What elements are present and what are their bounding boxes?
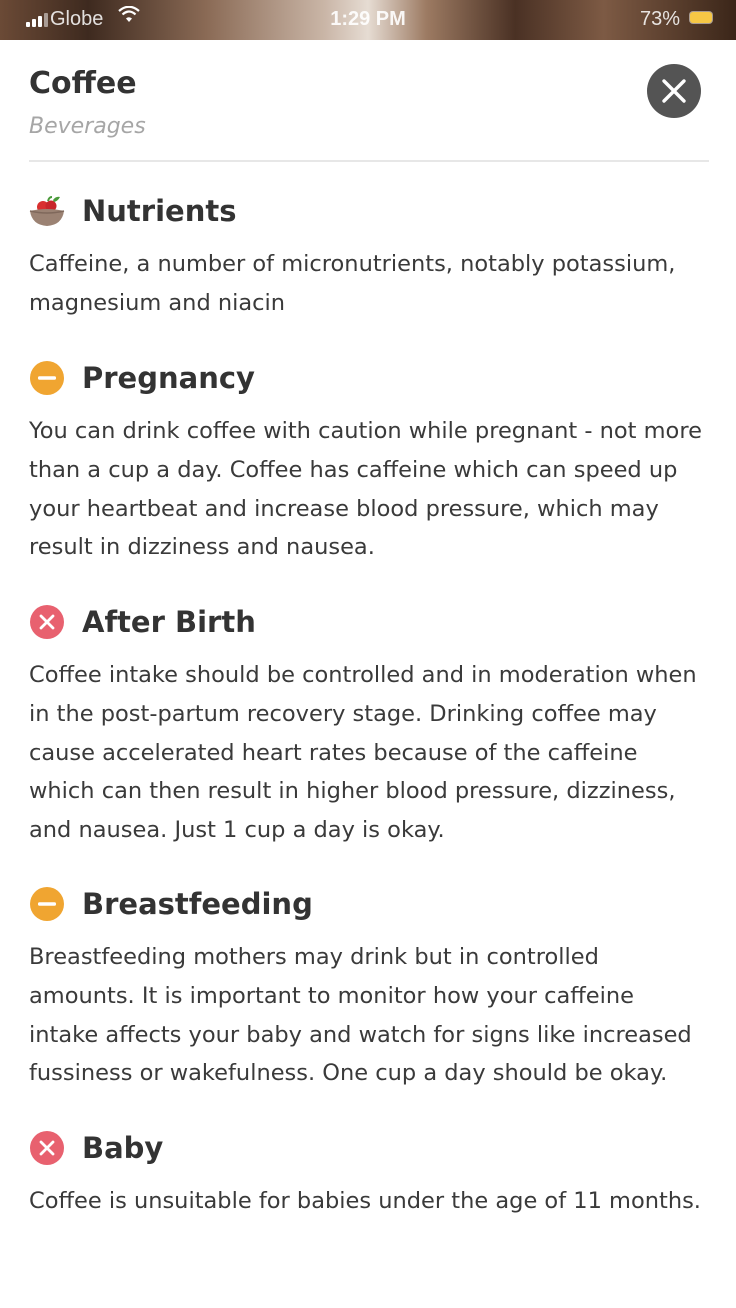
section-body: Breastfeeding mothers may drink but in controlled amounts. It is important to monitor how your caffeine intake affects your baby and watch for signs like increased fussiness or wakefulness. One cup a day should be okay. — [29, 944, 692, 1087]
section-nutrients — [29, 191, 709, 323]
category-subtitle: Beverages — [29, 114, 146, 139]
section-title: Baby — [82, 1131, 164, 1165]
carrier-name: Globe — [50, 8, 104, 30]
caution-minus-icon — [29, 360, 65, 396]
section-body: Caffeine, a number of micronutrients, notably potassium, magnesium and niacin — [29, 251, 676, 316]
section-breastfeeding — [29, 884, 709, 1093]
caution-minus-icon — [29, 886, 65, 922]
battery-percent: 73% — [639, 8, 680, 30]
section-title: Pregnancy — [82, 361, 255, 395]
section-title: Nutrients — [82, 194, 237, 228]
section-body: Coffee is unsuitable for babies under the age of 11 months. — [29, 1188, 701, 1214]
food-bowl-icon — [29, 193, 65, 229]
not-allowed-x-icon — [29, 604, 65, 640]
section-title: Breastfeeding — [82, 887, 313, 921]
detail-header — [29, 62, 709, 162]
section-body: You can drink coffee with caution while pregnant - not more than a cup a day. Coffee has caffeine which can speed up your heartbeat and increase blood pressure, which may result in dizziness and nausea. — [29, 418, 702, 561]
close-button[interactable] — [647, 64, 701, 118]
section-baby — [29, 1128, 709, 1221]
section-body: Coffee intake should be controlled and in moderation when in the post-partum recovery stage. Drinking coffee may cause accelerated heart rates because of the caffeine which can then result in higher blood pressure, dizziness, and nausea. Just 1 cup a day is okay. — [29, 662, 697, 844]
close-icon — [661, 78, 687, 104]
status-bar — [0, 0, 736, 40]
section-title: After Birth — [82, 605, 256, 639]
section-after-birth — [29, 602, 709, 850]
not-allowed-x-icon — [29, 1130, 65, 1166]
status-time: 1:29 PM — [330, 8, 406, 30]
page-title: Coffee — [29, 66, 137, 101]
battery-icon — [690, 12, 712, 23]
section-pregnancy — [29, 358, 709, 567]
